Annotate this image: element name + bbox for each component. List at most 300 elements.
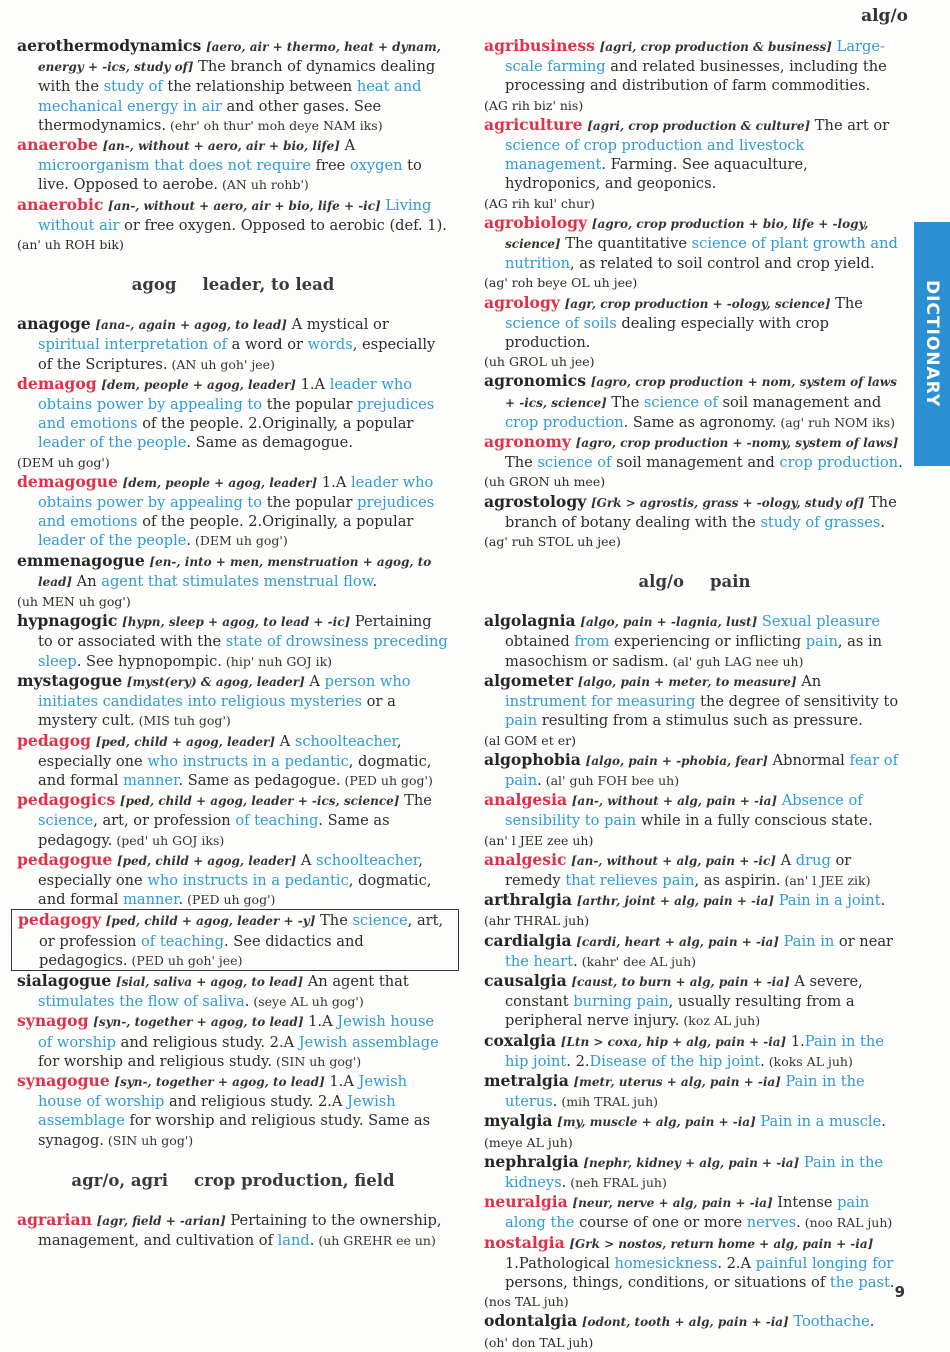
dictionary-entry — [17, 1071, 449, 1150]
etymology: [algo, pain + meter, to measure] — [577, 674, 797, 689]
pronunciation: (al' guh LAG nee uh) — [668, 653, 804, 669]
definition-text: and related businesses, including the processing and distribution of farm commodities. — [505, 58, 887, 95]
definition-text: A — [775, 851, 796, 869]
highlighted-gloss: Disease of the hip joint — [589, 1052, 761, 1070]
definition-text: An — [796, 672, 822, 690]
dictionary-entry — [484, 213, 905, 293]
headword: hypnagogic — [17, 611, 118, 631]
definition-text: . — [309, 1231, 315, 1249]
highlighted-gloss: the heart — [505, 952, 574, 970]
highlighted-gloss: science of — [643, 393, 718, 411]
headword: agribusiness — [484, 36, 595, 55]
highlighted-gloss: person who initiates candidates into religious mysteries — [38, 672, 411, 711]
definition-text: The art or — [810, 116, 890, 134]
definition-text: Intense — [772, 1194, 838, 1212]
definition-text: . See hypnopompic. — [76, 652, 222, 670]
highlighted-gloss: prejudices and emotions — [38, 494, 435, 531]
highlighted-gloss: pain along the — [505, 1194, 870, 1232]
definition-text: persons, things, conditions, or situations of — [505, 1273, 830, 1291]
dictionary-side-tab — [914, 222, 950, 466]
pronunciation: (PED uh gog') — [183, 892, 276, 908]
headword: emmenagogue — [17, 550, 145, 570]
highlighted-gloss: Jewish house of worship — [38, 1072, 408, 1111]
definition-text: the popular — [262, 494, 358, 512]
dictionary-entry — [484, 611, 905, 671]
etymology: [en-, into + men, menstruation + agog, to lead] — [38, 554, 432, 589]
etymology: [agri, crop production & business] — [599, 40, 832, 54]
headword: agronomics — [484, 371, 587, 391]
highlighted-gloss: Living without air — [38, 196, 432, 234]
dictionary-entry — [17, 36, 449, 135]
definition-text: . — [561, 1173, 567, 1191]
definition-text: . — [573, 952, 578, 970]
headword: coxalgia — [484, 1030, 557, 1050]
etymology: [hypn, sleep + agog, to lead + -ic] — [122, 615, 351, 630]
dictionary-entry — [17, 671, 449, 731]
headword: pedagogics — [17, 790, 116, 810]
headword: synagogue — [17, 1070, 110, 1090]
highlighted-gloss: the past — [829, 1273, 890, 1291]
definition-text: a word or — [227, 336, 308, 354]
definition-text: . — [880, 892, 886, 910]
headword: agrobiology — [484, 212, 588, 232]
definition-text: Pertaining to the ownership, management, and cultivation of — [38, 1211, 442, 1249]
definition-text: A mystical or — [286, 316, 389, 334]
definition-text: The — [830, 294, 863, 312]
highlighted-gloss: stimulates the flow of saliva — [38, 993, 245, 1011]
dictionary-entry — [17, 314, 449, 374]
headword: anaerobe — [17, 135, 98, 155]
dictionary-entry — [484, 1233, 905, 1312]
etymology: [metr, uterus + alg, pain + -ia] — [573, 1074, 781, 1089]
section-meaning: crop production, field — [194, 1170, 395, 1190]
pronunciation: (koks AL juh) — [764, 1053, 853, 1069]
highlighted-gloss: who instructs in a pedantic — [147, 752, 349, 770]
highlighted-gloss: leader who obtains power by appealing to — [38, 473, 434, 512]
definition-text: . Same as agronomy. — [623, 413, 777, 431]
etymology: [dem, people + agog, leader] — [122, 475, 318, 490]
definition-text: The — [315, 912, 353, 930]
definition-text: of the people. 2.Originally, a popular — [137, 513, 414, 531]
definition-text: obtained — [505, 633, 575, 651]
section-root: agog — [131, 275, 177, 295]
dictionary-entry — [484, 293, 905, 372]
pronunciation: (ehr' oh thur' moh deye NAM iks) — [166, 117, 383, 133]
highlighted-gloss: agent that stimulates menstrual flow — [101, 572, 373, 590]
pronunciation: (ped' uh GOJ iks) — [112, 832, 225, 848]
etymology: [myst(ery) & agog, leader] — [126, 674, 305, 689]
definition-text: . — [880, 513, 886, 531]
etymology: [ped, child + agog, leader] — [95, 734, 275, 749]
definition-text: , as in masochism or sadism. — [505, 633, 883, 670]
definition-text: resulting from a stimulus such as pressure. — [537, 712, 863, 730]
right-column — [484, 36, 905, 1352]
highlighted-gloss: crop production — [779, 454, 899, 472]
section-meaning: leader, to lead — [202, 275, 335, 295]
dictionary-entry — [17, 1011, 449, 1071]
dictionary-entry — [484, 890, 905, 930]
definition-text: The branch of botany dealing with the — [505, 493, 897, 531]
etymology: [odont, tooth + alg, pain + -ia] — [581, 1315, 789, 1330]
definition-text: the degree of sensitivity to — [695, 693, 899, 711]
section-heading — [484, 571, 905, 593]
etymology: [caust, to burn + alg, pain + -ia] — [571, 974, 790, 989]
definition-text: , as aspirin. — [694, 871, 781, 889]
dictionary-entry — [484, 1031, 905, 1071]
highlighted-gloss: manner — [123, 771, 179, 789]
pronunciation: (hip' nuh GOJ ik) — [221, 653, 333, 669]
definition-text: , usually resulting from a peripheral nerve injury. — [505, 993, 855, 1030]
definition-text: . 2. — [566, 1052, 590, 1070]
definition-text: . — [186, 532, 192, 550]
section-heading — [17, 274, 449, 296]
definition-text: of the people. 2.Originally, a popular — [137, 415, 414, 433]
highlighted-gloss: leader who obtains power by appealing to — [38, 375, 413, 414]
dictionary-entry — [484, 931, 905, 971]
highlighted-gloss: Pain in the hip joint — [505, 1032, 884, 1070]
pronunciation: (neh FRAL juh) — [566, 1174, 667, 1190]
pronunciation: (uh GREHR ee un) — [314, 1232, 436, 1248]
definition-text: , especially one — [38, 732, 402, 770]
headword: pedagog — [17, 730, 92, 750]
highlighted-gloss: Pain in — [783, 932, 835, 950]
definition-text: while in a fully conscious state. — [636, 812, 873, 830]
dictionary-entry — [17, 971, 449, 1011]
definition-text: and other gases. See thermodynamics. — [38, 97, 382, 134]
highlighted-gloss: painful longing for — [755, 1254, 894, 1272]
highlighted-gloss: leader of the people — [38, 532, 187, 550]
dictionary-entry — [484, 750, 905, 790]
headword: arthralgia — [484, 890, 573, 910]
definition-text: , especially one — [38, 851, 423, 889]
pronunciation: (ag' ruh NOM iks) — [776, 414, 895, 430]
section-heading — [17, 1170, 449, 1192]
pronunciation: (AN uh goh' jee) — [167, 356, 275, 372]
highlighted-gloss: science — [352, 912, 408, 930]
highlighted-gloss: Pain in a joint — [778, 892, 881, 910]
highlighted-gloss: science of — [537, 454, 612, 472]
pronunciation: (al' guh FOH bee uh) — [541, 772, 680, 788]
headword: algolagnia — [484, 611, 576, 631]
highlighted-gloss: microorganism that does not require — [38, 157, 311, 175]
etymology: [ped, child + agog, leader + -y] — [105, 914, 316, 929]
pronunciation: (noo RAL juh) — [800, 1215, 893, 1231]
headword: analgesia — [484, 790, 568, 810]
headword: mystagogue — [17, 670, 123, 690]
definition-text: , art, or profession — [93, 812, 236, 830]
etymology: [aero, air + thermo, heat + dynam, energy + -ics, study of] — [38, 40, 441, 75]
etymology: [agr, crop production + -ology, science] — [564, 296, 831, 311]
dictionary-entry — [484, 492, 905, 552]
section-root: agr/o, agri — [71, 1170, 169, 1190]
etymology: [ped, child + agog, leader] — [116, 853, 297, 868]
definition-text: . Same as pedagogy. — [38, 812, 390, 849]
highlighted-gloss: burning pain — [573, 993, 669, 1011]
highlighted-gloss: science of plant growth and nutrition — [505, 235, 898, 273]
highlighted-gloss: science of crop production and livestock management — [505, 137, 805, 174]
headword: myalgia — [484, 1111, 553, 1131]
definition-text: course of one or more — [574, 1214, 747, 1232]
highlighted-gloss: Pain in a muscle — [760, 1113, 882, 1131]
definition-text: the popular — [262, 396, 358, 414]
pronunciation: (DEM uh gog') — [191, 533, 288, 549]
definition-text: and religious study. 2.A — [164, 1093, 348, 1111]
definition-text: . Farming. See aquaculture, hydroponics, and geoponics. — [505, 156, 808, 193]
etymology: [arthr, joint + alg, pain + -ia] — [576, 894, 775, 909]
definition-text: soil management and — [717, 393, 882, 411]
pronunciation: (uh GROL uh jee) — [484, 354, 595, 370]
dictionary-entry — [17, 472, 449, 551]
headword: nostalgia — [484, 1232, 565, 1252]
headword: agrarian — [17, 1209, 92, 1229]
headword: nephralgia — [484, 1151, 579, 1171]
etymology: [neur, nerve + alg, pain + -ia] — [572, 1196, 773, 1211]
definition-text: The branch of dynamics dealing with the — [38, 58, 436, 96]
etymology: [sial, saliva + agog, to lead] — [115, 974, 304, 989]
pronunciation: (uh GRON uh mee) — [484, 474, 606, 490]
dictionary-entry — [17, 551, 449, 612]
dictionary-entry — [17, 850, 449, 910]
definition-text: to live. Opposed to aerobe. — [38, 157, 422, 194]
left-column — [17, 36, 449, 1250]
pronunciation: (al GOM et er) — [484, 732, 576, 748]
etymology: [algo, pain + -phobia, fear] — [585, 753, 768, 768]
highlighted-gloss: study of grasses — [760, 513, 881, 531]
dictionary-entry — [484, 115, 905, 213]
definition-text: Abnormal — [767, 751, 850, 769]
pronunciation: (nos TAL juh) — [484, 1294, 569, 1310]
pronunciation: (seye AL uh gog') — [249, 994, 364, 1010]
highlighted-gloss: state of drowsiness preceding sleep — [38, 633, 448, 670]
definition-text: . — [889, 1273, 895, 1291]
definition-text: The — [505, 454, 538, 472]
definition-text: . — [796, 1214, 801, 1232]
pronunciation: (ahr THRAL juh) — [484, 913, 590, 929]
etymology: [ana-, again + agog, to lead] — [95, 318, 287, 333]
pronunciation: (mih TRAL juh) — [557, 1094, 659, 1110]
highlighted-gloss: nerves — [746, 1214, 797, 1232]
dictionary-entry — [484, 1111, 905, 1151]
headword: pedagogy — [18, 910, 102, 930]
etymology: [syn-, together + agog, to lead] — [93, 1015, 304, 1030]
pronunciation: (AG rih biz' nis) — [484, 97, 584, 113]
highlighted-gloss: schoolteacher — [316, 851, 419, 869]
pronunciation: (PED uh goh' jee) — [127, 952, 243, 968]
pronunciation: (ag' roh beye OL uh jee) — [484, 275, 638, 291]
dictionary-entry — [484, 850, 905, 890]
headword: agrology — [484, 292, 560, 312]
highlighted-gloss: heat and mechanical energy in air — [38, 78, 422, 115]
highlighted-gloss: instrument for measuring — [505, 693, 696, 711]
definition-text: free — [310, 157, 350, 175]
section-meaning: pain — [710, 572, 751, 592]
pronunciation: (SIN uh gog') — [103, 1132, 194, 1148]
definition-text: . — [898, 454, 903, 472]
highlighted-gloss: study of — [103, 78, 163, 96]
highlighted-gloss: Large-scale farming — [505, 38, 885, 76]
page-number: 9 — [894, 1283, 905, 1301]
highlighted-gloss: schoolteacher — [294, 732, 397, 750]
definition-text: for worship and religious study. — [38, 1052, 272, 1070]
etymology: [ped, child + agog, leader + -ics, science] — [119, 794, 400, 809]
etymology: [cardi, heart + alg, pain + -ia] — [576, 934, 779, 949]
etymology: [agro, crop production + nom, system of laws + -ics, science] — [505, 375, 897, 410]
etymology: [agr, field + -arian] — [96, 1213, 226, 1228]
definition-text: or free oxygen. Opposed to aerobic (def. 1). — [119, 216, 447, 234]
definition-text: 1.A — [317, 473, 351, 491]
pronunciation: (kahr' dee AL juh) — [577, 953, 697, 969]
highlighted-gloss: Sexual pleasure — [761, 613, 881, 631]
definition-text: . Same as pedagogue. — [178, 771, 341, 789]
highlighted-gloss: Toothache — [793, 1313, 870, 1331]
pronunciation: (an' l JEE zik) — [780, 872, 871, 888]
definition-text: , dogmatic, and formal — [38, 752, 432, 789]
etymology: [algo, pain + -lagnia, lust] — [580, 615, 758, 630]
definition-text: dealing especially with crop production. — [505, 314, 829, 352]
headword: metralgia — [484, 1070, 569, 1090]
pronunciation: (oh' don TAL juh) — [484, 1334, 594, 1350]
headword: causalgia — [484, 970, 567, 990]
pronunciation: (MIS tuh gog') — [134, 713, 231, 729]
highlighted-gloss: fear of pain — [505, 751, 898, 789]
definition-text: . 2.A — [717, 1254, 756, 1272]
definition-text: A severe, constant — [505, 972, 863, 1011]
highlighted-gloss: Jewish house of worship — [38, 1013, 435, 1051]
pronunciation: (PED uh gog') — [340, 772, 433, 788]
dictionary-entry — [484, 1311, 905, 1351]
dictionary-entry — [17, 195, 449, 255]
definition-text: . — [244, 993, 250, 1011]
headword: neuralgia — [484, 1192, 568, 1212]
definition-text: or a mystery cult. — [38, 693, 396, 730]
definition-text: A — [296, 851, 317, 869]
pronunciation: (SIN uh gog') — [271, 1053, 362, 1069]
headword: anaerobic — [17, 194, 104, 214]
definition-text: . — [760, 1052, 765, 1070]
definition-text: or near — [834, 932, 894, 950]
highlighted-gloss: Jewish assemblage — [38, 1093, 396, 1130]
headword: demagogue — [17, 471, 118, 491]
definition-text: . — [869, 1313, 875, 1331]
etymology: [Ltn > coxa, hip + alg, pain + -ia] — [560, 1034, 787, 1049]
definition-text: An — [72, 572, 102, 590]
definition-text: A — [339, 137, 356, 155]
definition-text: . — [552, 1093, 558, 1111]
dictionary-entry — [17, 374, 449, 472]
highlighted-gloss: land — [277, 1231, 310, 1249]
highlighted-gloss: words — [307, 336, 353, 354]
etymology: [agri, crop production & culture] — [587, 118, 811, 133]
etymology: [dem, people + agog, leader] — [101, 377, 296, 392]
definition-text: . See didactics and pedagogics. — [39, 932, 364, 969]
dictionary-entry — [484, 1192, 905, 1232]
pronunciation: (an' l JEE zee uh) — [484, 832, 594, 848]
highlighted-gloss: manner — [123, 891, 179, 909]
headword: algometer — [484, 670, 574, 690]
boxed-entry — [11, 909, 459, 971]
definition-text: . — [372, 572, 378, 590]
highlighted-gloss: drug — [795, 851, 831, 869]
dictionary-entry — [484, 371, 905, 432]
highlighted-gloss: oxygen — [349, 157, 403, 175]
definition-text: experiencing or inflicting — [609, 633, 806, 651]
definition-text: , as related to soil control and crop yield. — [570, 255, 875, 273]
definition-text: soil management and — [611, 454, 780, 472]
definition-text: A — [304, 672, 325, 690]
definition-text: . — [881, 1113, 886, 1131]
etymology: [syn-, together + agog, to lead] — [114, 1074, 325, 1089]
definition-text: the relationship between — [162, 78, 357, 96]
highlighted-gloss: prejudices and emotions — [38, 396, 435, 433]
definition-text: and religious study. 2.A — [115, 1033, 299, 1051]
headword: anagoge — [17, 314, 91, 334]
definition-text: Pertaining to or associated with the — [38, 613, 432, 651]
etymology: [Grk > nostos, return home + alg, pain + -ia] — [569, 1236, 874, 1251]
section-root: alg/o — [638, 572, 685, 592]
definition-text: , especially of the Scriptures. — [38, 336, 436, 373]
dictionary-entry — [484, 971, 905, 1031]
definition-text: The — [399, 792, 432, 810]
dictionary-entry — [484, 1071, 905, 1111]
highlighted-gloss: that relieves pain — [565, 871, 695, 889]
highlighted-gloss: leader of the people — [38, 434, 187, 452]
dictionary-entry — [17, 611, 449, 671]
headword: odontalgia — [484, 1311, 578, 1331]
pronunciation: (AN uh rohb') — [218, 177, 309, 193]
headword: agronomy — [484, 432, 571, 452]
etymology: [an-, without + alg, pain + -ic] — [571, 853, 776, 868]
dictionary-entry — [484, 671, 905, 750]
highlighted-gloss: science of soils — [505, 314, 617, 332]
definition-text: An agent that — [303, 972, 409, 990]
dictionary-entry — [17, 790, 449, 850]
highlighted-gloss: crop production — [505, 413, 624, 431]
definition-text: 1.A — [324, 1072, 359, 1090]
definition-text: The — [606, 393, 644, 411]
highlighted-gloss: science — [38, 812, 94, 830]
dictionary-entry — [484, 1152, 905, 1192]
dictionary-entry — [17, 135, 449, 195]
definition-text: , dogmatic, and formal — [38, 871, 432, 909]
pronunciation: (an' uh ROH bik) — [17, 237, 124, 253]
highlighted-gloss: from — [574, 633, 610, 651]
definition-text: for worship and religious study. Same as synagog. — [38, 1112, 431, 1149]
highlighted-gloss: of teaching — [141, 932, 225, 950]
definition-text: 1. — [786, 1032, 805, 1050]
headword: algophobia — [484, 749, 581, 769]
headword: pedagogue — [17, 849, 113, 869]
headword: cardialgia — [484, 930, 572, 950]
highlighted-gloss: Pain in the uterus — [505, 1072, 865, 1111]
pronunciation: (koz AL juh) — [679, 1013, 761, 1029]
highlighted-gloss: who instructs in a pedantic — [147, 871, 349, 889]
headword: synagog — [17, 1011, 89, 1031]
etymology: [an-, without + aero, air + bio, life + -ic] — [108, 198, 381, 213]
pronunciation: (uh MEN uh gog') — [17, 594, 131, 610]
definition-text: . — [178, 891, 184, 909]
highlighted-gloss: pain — [505, 712, 538, 730]
highlighted-gloss: pain — [805, 633, 838, 651]
dictionary-entry — [17, 1210, 449, 1250]
pronunciation: (meye AL juh) — [484, 1134, 573, 1150]
headword: agriculture — [484, 114, 583, 134]
dictionary-entry — [484, 790, 905, 850]
running-header: alg/o — [861, 6, 908, 26]
etymology: [Grk > agrostis, grass + -ology, study of] — [590, 495, 865, 510]
definition-text: or remedy — [505, 851, 852, 889]
definition-text: A — [275, 732, 295, 750]
definition-text: . Same as demagogue. — [186, 434, 353, 452]
